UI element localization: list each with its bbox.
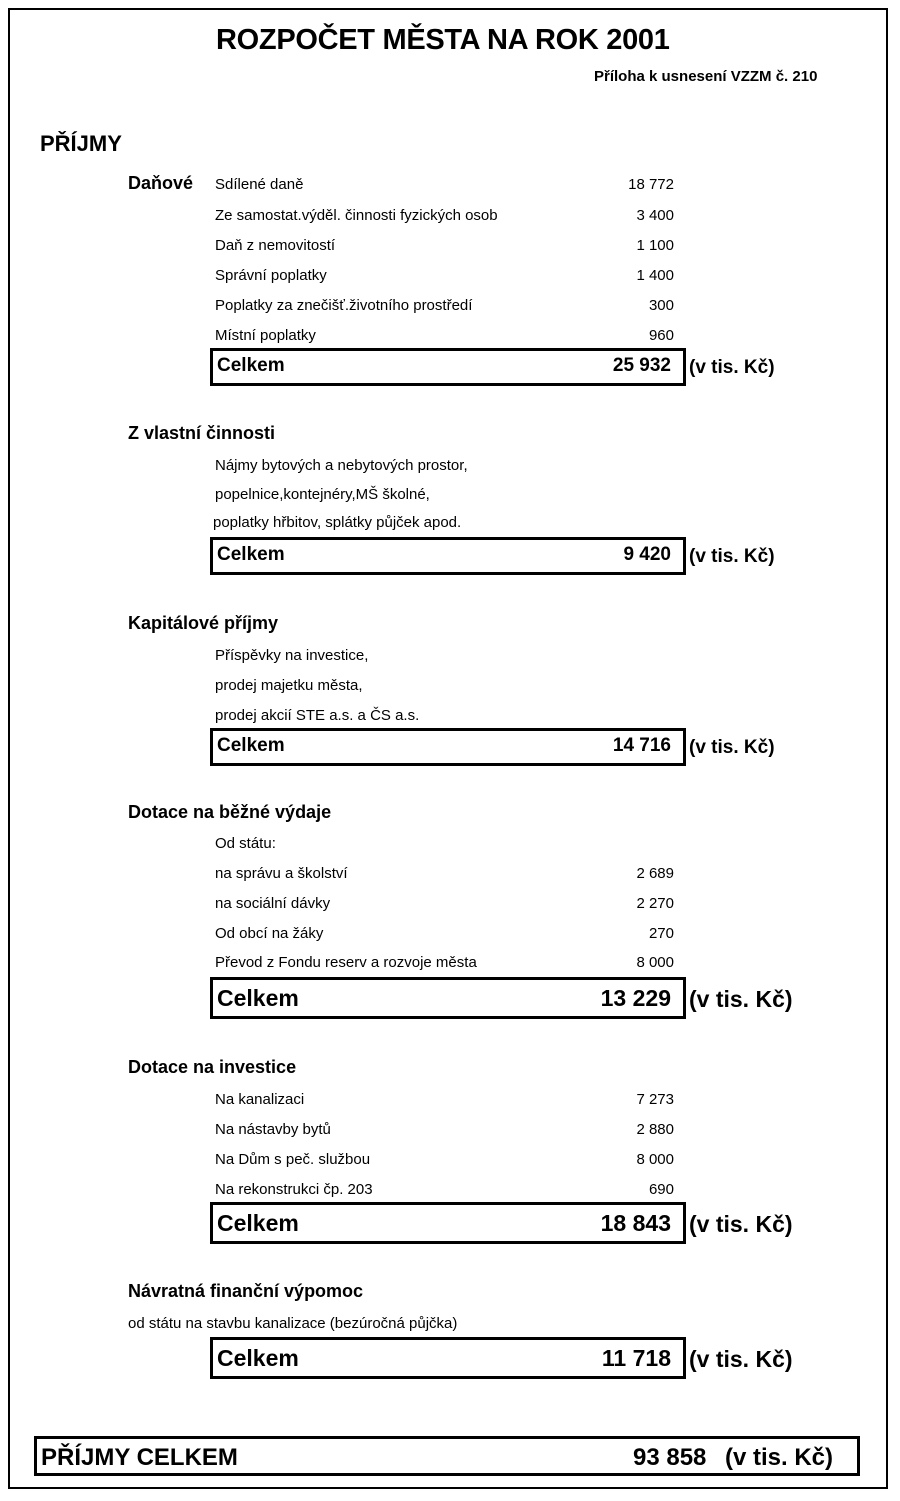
item-label: Od obcí na žáky	[215, 925, 324, 942]
unit-label: (v tis. Kč)	[689, 1211, 793, 1237]
item-value: 270	[648, 925, 674, 942]
item-value: 960	[648, 327, 674, 344]
item-value: 3 400	[636, 207, 674, 224]
total-label: Celkem	[217, 355, 285, 376]
item-label: Místní poplatky	[215, 327, 316, 344]
item-label: Daň z nemovitostí	[215, 237, 336, 254]
unit-label: (v tis. Kč)	[689, 737, 775, 758]
unit-label: (v tis. Kč)	[689, 546, 775, 567]
item-value: 2 689	[636, 865, 674, 882]
document-subtitle: Příloha k usnesení VZZM č. 210	[594, 68, 818, 85]
total-value: 13 229	[600, 985, 671, 1011]
total-value: 11 718	[601, 1345, 671, 1371]
item-label: prodej majetku města,	[215, 677, 363, 694]
item-value: 8 000	[636, 1151, 674, 1168]
total-label: Celkem	[217, 544, 285, 565]
item-label: na sociální dávky	[215, 895, 331, 912]
item-label: Na Dům s peč. službou	[215, 1151, 371, 1168]
total-label: Celkem	[217, 1210, 299, 1236]
item-label: Ze samostat.výděl. činnosti fyzických osob	[215, 207, 498, 224]
total-label: Celkem	[217, 735, 285, 756]
item-label: Správní poplatky	[215, 267, 327, 284]
total-value: 25 932	[612, 355, 671, 376]
total-box	[210, 348, 686, 386]
item-value: 2 880	[636, 1121, 674, 1138]
item-value: 1 100	[636, 237, 674, 254]
category-title-tax: Daňové	[128, 173, 194, 193]
item-label: Sdílené daně	[215, 176, 304, 193]
total-value: 9 420	[623, 544, 671, 565]
item-value: 8 000	[636, 954, 674, 971]
item-label: popelnice,kontejnéry,MŠ školné,	[215, 486, 430, 503]
unit-label: (v tis. Kč)	[689, 357, 775, 378]
total-box	[210, 728, 686, 766]
unit-label: (v tis. Kč)	[689, 986, 793, 1012]
item-value: 300	[648, 297, 674, 314]
grand-total-label: PŘÍJMY CELKEM	[41, 1444, 238, 1471]
total-box	[210, 1337, 686, 1379]
item-label: Na kanalizaci	[215, 1091, 305, 1108]
category-title-own-activity: Z vlastní činnosti	[128, 423, 276, 443]
item-value: 1 400	[636, 267, 674, 284]
item-label: prodej akcií STE a.s. a ČS a.s.	[215, 707, 420, 724]
unit-label: (v tis. Kč)	[689, 1346, 793, 1372]
grand-total-unit: (v tis. Kč)	[725, 1444, 834, 1471]
item-label: na správu a školství	[215, 865, 348, 882]
item-value: 2 270	[636, 895, 674, 912]
item-value: 7 273	[636, 1091, 674, 1108]
total-value: 18 843	[600, 1210, 671, 1236]
item-label: Na nástavby bytů	[215, 1121, 331, 1138]
item-label: Příspěvky na investice,	[215, 647, 369, 664]
item-label: Od státu:	[215, 835, 276, 852]
item-label: Poplatky za znečišť.životního prostředí	[215, 297, 473, 314]
item-label: od státu na stavbu kanalizace (bezúročná půjčka)	[128, 1315, 458, 1332]
total-label: Celkem	[217, 1345, 299, 1371]
total-box	[210, 537, 686, 575]
category-title-capital-income: Kapitálové příjmy	[128, 613, 279, 633]
total-box	[210, 977, 686, 1019]
item-label: Nájmy bytových a nebytových prostor,	[215, 457, 468, 474]
item-value: 690	[648, 1181, 674, 1198]
category-title-repayable-assistance: Návratná finanční výpomoc	[128, 1281, 364, 1301]
item-label: Na rekonstrukci čp. 203	[215, 1181, 373, 1198]
item-value: 18 772	[628, 176, 674, 193]
item-label: poplatky hřbitov, splátky půjček apod.	[213, 514, 462, 531]
total-box	[210, 1202, 686, 1244]
grand-total-box	[34, 1436, 860, 1476]
total-value: 14 716	[612, 735, 671, 756]
category-title-investment-subsidies: Dotace na investice	[128, 1057, 297, 1077]
item-label: Převod z Fondu reserv a rozvoje města	[215, 954, 477, 971]
category-title-operating-subsidies: Dotace na běžné výdaje	[128, 802, 332, 822]
grand-total-value: 93 858	[633, 1444, 707, 1471]
document-title: ROZPOČET MĚSTA NA ROK 2001	[216, 24, 670, 56]
section-heading-income: PŘÍJMY	[40, 131, 122, 156]
total-label: Celkem	[217, 985, 299, 1011]
